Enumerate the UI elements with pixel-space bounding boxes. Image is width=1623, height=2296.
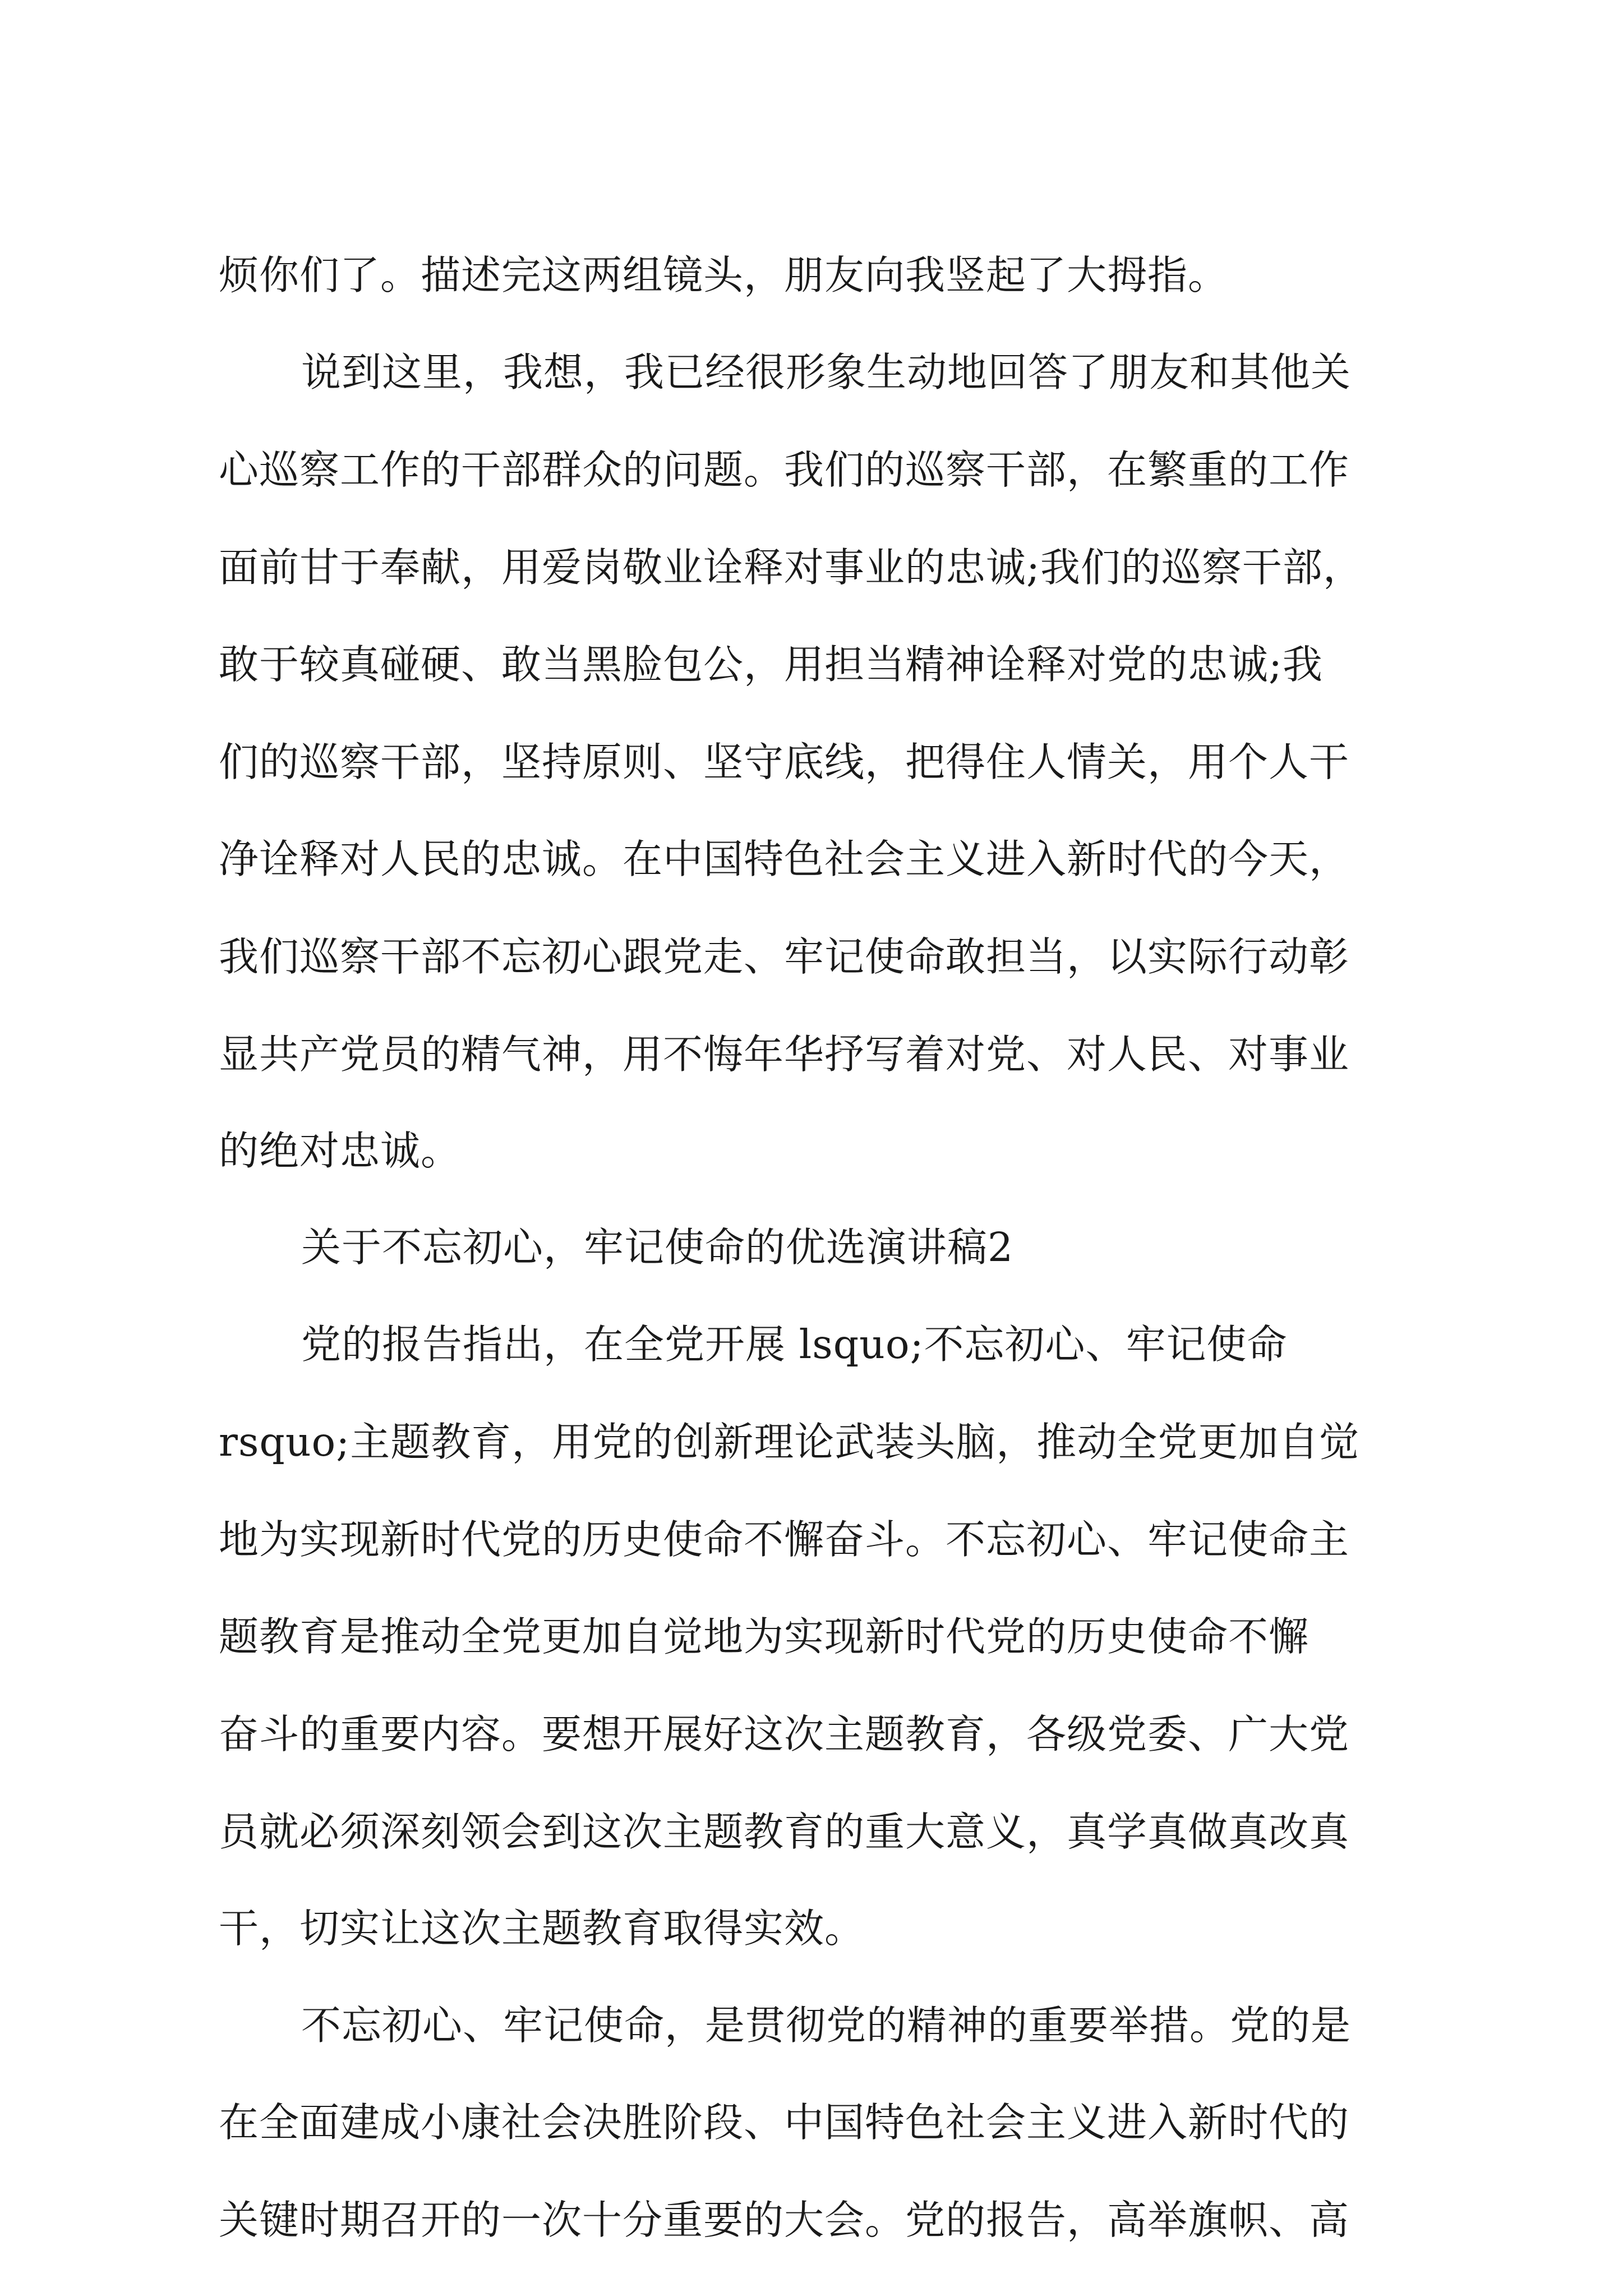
text-line: 在全面建成小康社会决胜阶段、中国特色社会主义进入新时代的 — [219, 2099, 1350, 2146]
text-line: 们的巡察干部，坚持原则、坚守底线，把得住人情关，用个人干 — [219, 739, 1350, 785]
text-line: 心巡察工作的干部群众的问题。我们的巡察干部，在繁重的工作 — [219, 447, 1350, 493]
text-line: 净诠释对人民的忠诚。在中国特色社会主义进入新时代的今天， — [219, 836, 1350, 882]
text-line: 奋斗的重要内容。要想开展好这次主题教育，各级党委、广大党 — [219, 1711, 1350, 1757]
text-line: 地为实现新时代党的历史使命不懈奋斗。不忘初心、牢记使命主 — [219, 1516, 1350, 1563]
text-line: 显共产党员的精气神，用不悔年华抒写着对党、对人民、对事业 — [219, 1031, 1350, 1078]
text-line: 题教育是推动全党更加自觉地为实现新时代党的历史使命不懈 — [219, 1613, 1310, 1660]
text-line: 我们巡察干部不忘初心跟党走、牢记使命敢担当，以实际行动彰 — [219, 933, 1350, 980]
text-line: 党的报告指出，在全党开展 lsquo;不忘初心、牢记使命 — [301, 1321, 1288, 1368]
text-line: 的绝对忠诚。 — [219, 1128, 462, 1174]
text-line: 关键时期召开的一次十分重要的大会。党的报告，高举旗帜、高 — [219, 2197, 1350, 2243]
text-line: 员就必须深刻领会到这次主题教育的重大意义，真学真做真改真 — [219, 1809, 1350, 1855]
text-line: 烦你们了。描述完这两组镜头，朋友向我竖起了大拇指。 — [219, 252, 1229, 298]
text-line: 不忘初心、牢记使命，是贯彻党的精神的重要举措。党的是 — [301, 2002, 1352, 2049]
text-line: rsquo;主题教育，用党的创新理论武装头脑，推动全党更加自觉 — [219, 1419, 1360, 1465]
section-heading: 关于不忘初心，牢记使命的优选演讲稿2 — [301, 1224, 1014, 1271]
text-line: 干，切实让这次主题教育取得实效。 — [219, 1905, 865, 1952]
text-line: 说到这里，我想，我已经很形象生动地回答了朋友和其他关 — [301, 349, 1352, 395]
text-line: 面前甘于奉献，用爱岗敬业诠释对事业的忠诚;我们的巡察干部， — [219, 544, 1363, 591]
text-line: 敢于较真碰硬、敢当黑脸包公，用担当精神诠释对党的忠诚;我 — [219, 641, 1323, 688]
